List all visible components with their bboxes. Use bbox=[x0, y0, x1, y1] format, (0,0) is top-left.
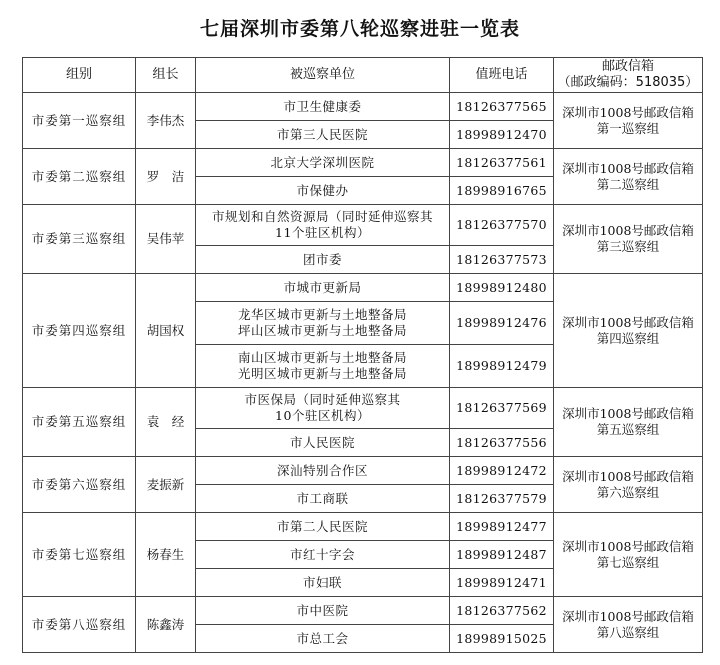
mailbox-line: 深圳市1008号邮政信箱 bbox=[562, 406, 694, 421]
mailbox-cell bbox=[554, 149, 703, 205]
group-leader-cell: 罗 洁 bbox=[136, 149, 196, 205]
table-row bbox=[23, 388, 703, 429]
duty-phone-cell: 18126377573 bbox=[450, 246, 554, 274]
duty-phone-cell: 18126377561 bbox=[450, 149, 554, 177]
header-leader: 组长 bbox=[136, 58, 196, 93]
group-leader-cell: 麦振新 bbox=[136, 457, 196, 513]
mailbox-cell bbox=[554, 205, 703, 274]
duty-phone-cell: 18126377562 bbox=[450, 597, 554, 625]
inspected-unit-cell bbox=[196, 485, 450, 513]
table-row bbox=[23, 93, 703, 121]
mailbox-cell bbox=[554, 274, 703, 388]
table-body bbox=[23, 93, 703, 653]
table-row bbox=[23, 205, 703, 246]
inspected-unit-cell bbox=[196, 597, 450, 625]
group-name-cell: 市委第一巡察组 bbox=[23, 93, 136, 149]
table-row bbox=[23, 457, 703, 485]
duty-phone-cell: 18126377569 bbox=[450, 388, 554, 429]
inspected-unit-line: 市第二人民医院 bbox=[276, 518, 368, 534]
group-leader-cell: 杨春生 bbox=[136, 513, 196, 597]
inspected-unit-line: 北京大学深圳医院 bbox=[270, 154, 375, 170]
duty-phone-cell: 18126377565 bbox=[450, 93, 554, 121]
inspected-unit-cell bbox=[196, 541, 450, 569]
mailbox-cell bbox=[554, 597, 703, 653]
duty-phone-cell: 18998915025 bbox=[450, 625, 554, 653]
inspected-unit-line: 市第三人民医院 bbox=[276, 126, 368, 142]
inspected-unit-cell bbox=[196, 457, 450, 485]
duty-phone-cell: 18998912476 bbox=[450, 302, 554, 345]
page-title: 七届深圳市委第八轮巡察进驻一览表 bbox=[199, 18, 520, 40]
table-row bbox=[23, 597, 703, 625]
mailbox-cell bbox=[554, 457, 703, 513]
mailbox-line: 第一巡察组 bbox=[596, 120, 660, 136]
duty-phone-cell: 18998912477 bbox=[450, 513, 554, 541]
inspected-unit-cell bbox=[196, 569, 450, 597]
group-name-cell: 市委第六巡察组 bbox=[23, 457, 136, 513]
inspection-table bbox=[22, 57, 703, 653]
inspected-unit-line: 市医保局（同时延伸巡察其 bbox=[244, 392, 401, 407]
duty-phone-cell: 18998912471 bbox=[450, 569, 554, 597]
duty-phone-cell: 18998912472 bbox=[450, 457, 554, 485]
group-name-cell: 市委第五巡察组 bbox=[23, 388, 136, 457]
inspected-unit-line: 市人民医院 bbox=[289, 434, 355, 450]
mailbox-line: 第六巡察组 bbox=[596, 484, 660, 500]
duty-phone-cell: 18126377570 bbox=[450, 205, 554, 246]
duty-phone-cell: 18998912480 bbox=[450, 274, 554, 302]
group-name-cell: 市委第八巡察组 bbox=[23, 597, 136, 653]
inspected-unit-line: 11个驻区机构） bbox=[275, 225, 370, 240]
inspected-unit-line: 南山区城市更新与土地整备局 bbox=[237, 350, 407, 365]
header-phone: 值班电话 bbox=[450, 58, 554, 93]
duty-phone-cell: 18998916765 bbox=[450, 177, 554, 205]
inspected-unit-cell bbox=[196, 513, 450, 541]
inspected-unit-cell bbox=[196, 302, 450, 345]
inspected-unit-cell bbox=[196, 246, 450, 274]
group-name-cell: 市委第七巡察组 bbox=[23, 513, 136, 597]
mailbox-line: 深圳市1008号邮政信箱 bbox=[562, 223, 694, 238]
inspected-unit-cell bbox=[196, 121, 450, 149]
header-mailbox-line2: （邮政编码：518035） bbox=[557, 75, 699, 90]
group-leader-cell: 李伟杰 bbox=[136, 93, 196, 149]
inspected-unit-cell bbox=[196, 429, 450, 457]
inspected-unit-cell bbox=[196, 205, 450, 246]
mailbox-line: 深圳市1008号邮政信箱 bbox=[562, 104, 694, 120]
inspected-unit-line: 龙华区城市更新与土地整备局 bbox=[237, 307, 407, 322]
inspected-unit-line: 市红十字会 bbox=[289, 546, 355, 562]
mailbox-line: 第二巡察组 bbox=[596, 176, 660, 192]
inspected-unit-line: 市妇联 bbox=[302, 574, 342, 590]
table-row bbox=[23, 274, 703, 302]
duty-phone-cell: 18998912487 bbox=[450, 541, 554, 569]
inspected-unit-cell bbox=[196, 625, 450, 653]
header-mailbox-line1: 邮政信箱 bbox=[601, 59, 654, 74]
mailbox-line: 深圳市1008号邮政信箱 bbox=[562, 608, 694, 624]
group-leader-cell: 陈鑫涛 bbox=[136, 597, 196, 653]
inspected-unit-line: 坪山区城市更新与土地整备局 bbox=[237, 323, 407, 338]
inspected-unit-cell bbox=[196, 345, 450, 388]
mailbox-line: 第三巡察组 bbox=[596, 239, 660, 254]
inspected-unit-line: 市卫生健康委 bbox=[283, 98, 362, 114]
inspected-unit-line: 团市委 bbox=[302, 251, 342, 267]
group-leader-cell: 胡国权 bbox=[136, 274, 196, 388]
inspected-unit-cell bbox=[196, 274, 450, 302]
inspected-unit-cell bbox=[196, 149, 450, 177]
mailbox-line: 深圳市1008号邮政信箱 bbox=[562, 160, 694, 176]
inspected-unit-line: 市城市更新局 bbox=[283, 279, 362, 295]
inspected-unit-cell bbox=[196, 177, 450, 205]
mailbox-cell bbox=[554, 513, 703, 597]
group-name-cell: 市委第三巡察组 bbox=[23, 205, 136, 274]
inspected-unit-cell bbox=[196, 93, 450, 121]
mailbox-line: 深圳市1008号邮政信箱 bbox=[562, 468, 694, 484]
inspected-unit-line: 光明区城市更新与土地整备局 bbox=[237, 366, 407, 381]
header-group: 组别 bbox=[23, 58, 136, 93]
duty-phone-cell: 18126377579 bbox=[450, 485, 554, 513]
group-leader-cell: 吴伟苹 bbox=[136, 205, 196, 274]
inspected-unit-line: 市总工会 bbox=[296, 630, 349, 646]
inspected-unit-line: 市保健办 bbox=[296, 182, 349, 198]
inspected-unit-line: 市工商联 bbox=[296, 490, 349, 506]
duty-phone-cell: 18126377556 bbox=[450, 429, 554, 457]
header-mailbox bbox=[554, 58, 703, 93]
group-leader-cell: 袁 经 bbox=[136, 388, 196, 457]
table-row bbox=[23, 513, 703, 541]
inspected-unit-line: 深汕特别合作区 bbox=[276, 462, 368, 478]
inspected-unit-line: 市中医院 bbox=[296, 602, 349, 618]
duty-phone-cell: 18998912479 bbox=[450, 345, 554, 388]
mailbox-line: 深圳市1008号邮政信箱 bbox=[562, 314, 694, 330]
duty-phone-cell: 18998912470 bbox=[450, 121, 554, 149]
mailbox-cell bbox=[554, 93, 703, 149]
inspected-unit-cell bbox=[196, 388, 450, 429]
inspected-unit-line: 市规划和自然资源局（同时延伸巡察其 bbox=[211, 209, 433, 224]
header-units: 被巡察单位 bbox=[196, 58, 450, 93]
inspected-unit-line: 10个驻区机构） bbox=[275, 408, 370, 423]
mailbox-line: 第八巡察组 bbox=[596, 624, 660, 640]
mailbox-line: 深圳市1008号邮政信箱 bbox=[562, 538, 694, 554]
table-row bbox=[23, 149, 703, 177]
table-header-row bbox=[23, 58, 703, 93]
mailbox-cell bbox=[554, 388, 703, 457]
mailbox-line: 第五巡察组 bbox=[596, 422, 660, 437]
group-name-cell: 市委第二巡察组 bbox=[23, 149, 136, 205]
mailbox-line: 第七巡察组 bbox=[596, 554, 660, 570]
mailbox-line: 第四巡察组 bbox=[596, 330, 660, 346]
group-name-cell: 市委第四巡察组 bbox=[23, 274, 136, 388]
